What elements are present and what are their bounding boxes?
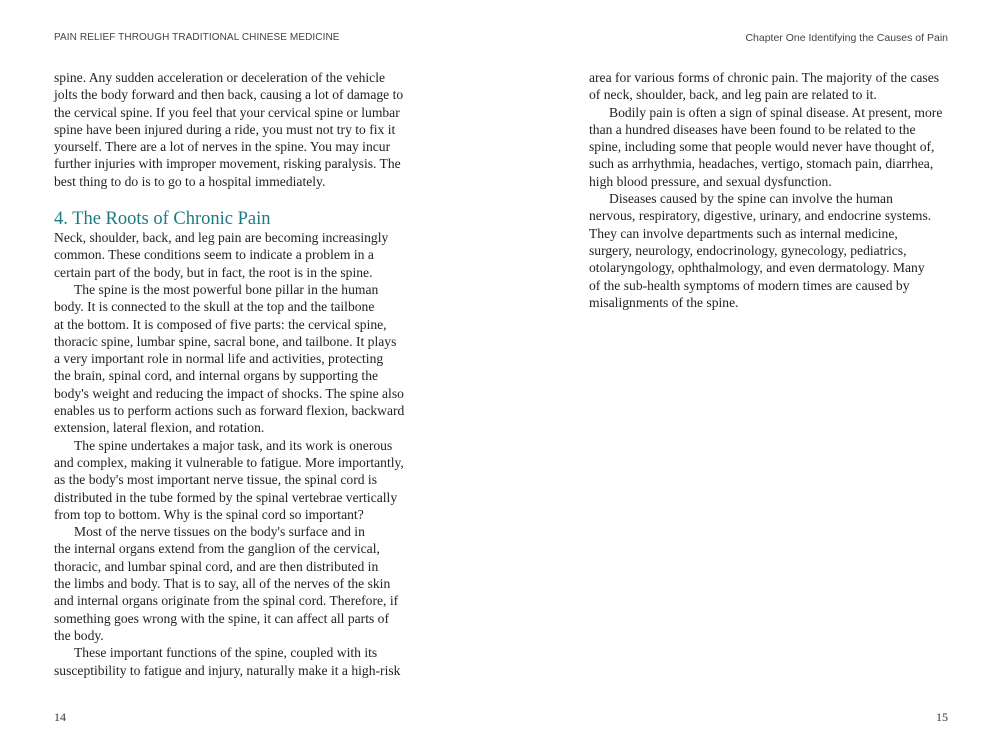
text-line: misalignments of the spine.	[589, 294, 739, 310]
text-line: the brain, spinal cord, and internal organs by supporting the	[54, 368, 379, 384]
text-line: Most of the nerve tissues on the body's surface and in	[74, 524, 365, 540]
page-number-left: 14	[54, 710, 66, 724]
right-page-body	[589, 69, 951, 311]
text-line: a very important role in normal life and activities, protecting	[54, 351, 384, 367]
text-line: common. These conditions seem to indicate a problem in a	[54, 247, 374, 263]
text-line: the body.	[54, 627, 104, 643]
text-line: extension, lateral flexion, and rotation.	[54, 420, 265, 436]
text-line: body. It is connected to the skull at the top and the tailbone	[54, 299, 375, 315]
page-number-right: 15	[936, 710, 948, 724]
text-line: spine, including some that people would never have thought of,	[589, 139, 935, 155]
text-line: nervous, respiratory, digestive, urinary, and endocrine systems.	[589, 208, 932, 224]
text-line: yourself. There are a lot of nerves in the spine. You may incur	[54, 139, 391, 155]
text-line: distributed in the tube formed by the spinal vertebrae vertically	[54, 489, 398, 505]
text-line: something goes wrong with the spine, it can affect all parts of	[54, 610, 389, 626]
text-line: spine. Any sudden acceleration or deceleration of the vehicle	[54, 70, 386, 85]
text-line: thoracic spine, lumbar spine, sacral bone, and tailbone. It plays	[54, 333, 397, 349]
text-line: surgery, neurology, endocrinology, gynecology, pediatrics,	[589, 242, 907, 258]
text-line: The spine undertakes a major task, and its work is onerous	[74, 437, 393, 453]
text-line: Diseases caused by the spine can involve the human	[609, 191, 893, 207]
text-line: enables us to perform actions such as forward flexion, backward	[54, 403, 405, 419]
section-body	[54, 229, 416, 679]
text-line: area for various forms of chronic pain. The majority of the cases	[589, 70, 940, 85]
running-head-book-title: PAIN RELIEF THROUGH TRADITIONAL CHINESE MEDICINE	[54, 32, 340, 43]
text-line: than a hundred diseases have been found to be related to the	[589, 121, 916, 137]
section-heading: 4. The Roots of Chronic Pain	[54, 209, 271, 230]
text-line: of neck, shoulder, back, and leg pain are related to it.	[589, 87, 877, 103]
running-head-chapter-title: Chapter One Identifying the Causes of Pain	[745, 32, 948, 44]
text-line: the internal organs extend from the ganglion of the cervical,	[54, 541, 380, 557]
intro-paragraph	[54, 69, 416, 190]
text-line: The spine is the most powerful bone pillar in the human	[74, 281, 379, 297]
text-line: such as arrhythmia, headaches, vertigo, stomach pain, diarrhea,	[589, 156, 934, 172]
text-line: of the sub-health symptoms of modern times are caused by	[589, 277, 910, 293]
text-line: and internal organs originate from the spinal cord. Therefore, if	[54, 593, 399, 609]
text-line: the limbs and body. That is to say, all of the nerves of the skin	[54, 576, 391, 592]
text-line: thoracic, and lumbar spinal cord, and are then distributed in	[54, 558, 379, 574]
text-line: high blood pressure, and sexual dysfunction.	[589, 173, 832, 189]
text-line: Neck, shoulder, back, and leg pain are becoming increasingly	[54, 230, 389, 246]
left-page-text-column	[54, 69, 416, 679]
right-page-text-column	[589, 69, 951, 311]
text-line: at the bottom. It is composed of five parts: the cervical spine,	[54, 316, 387, 332]
text-line: otolaryngology, ophthalmology, and even dermatology. Many	[589, 260, 925, 276]
text-line: jolts the body forward and then back, causing a lot of damage to	[54, 87, 404, 103]
text-line: from top to bottom. Why is the spinal cord so important?	[54, 506, 364, 522]
text-line: Bodily pain is often a sign of spinal disease. At present, more	[609, 104, 943, 120]
text-line: They can involve departments such as internal medicine,	[589, 225, 898, 241]
text-line: body's weight and reducing the impact of shocks. The spine also	[54, 385, 404, 401]
text-line: These important functions of the spine, coupled with its	[74, 645, 378, 661]
text-line: the cervical spine. If you feel that your cervical spine or lumbar	[54, 104, 400, 120]
text-line: susceptibility to fatigue and injury, naturally make it a high-risk	[54, 662, 401, 678]
text-line: certain part of the body, but in fact, the root is in the spine.	[54, 264, 373, 280]
text-line: and complex, making it vulnerable to fatigue. More importantly,	[54, 454, 404, 470]
text-line: best thing to do is to go to a hospital immediately.	[54, 173, 326, 189]
text-line: as the body's most important nerve tissue, the spinal cord is	[54, 472, 377, 488]
text-line: spine have been injured during a ride, you must not try to fix it	[54, 121, 396, 137]
text-line: further injuries with improper movement, risking paralysis. The	[54, 156, 401, 172]
